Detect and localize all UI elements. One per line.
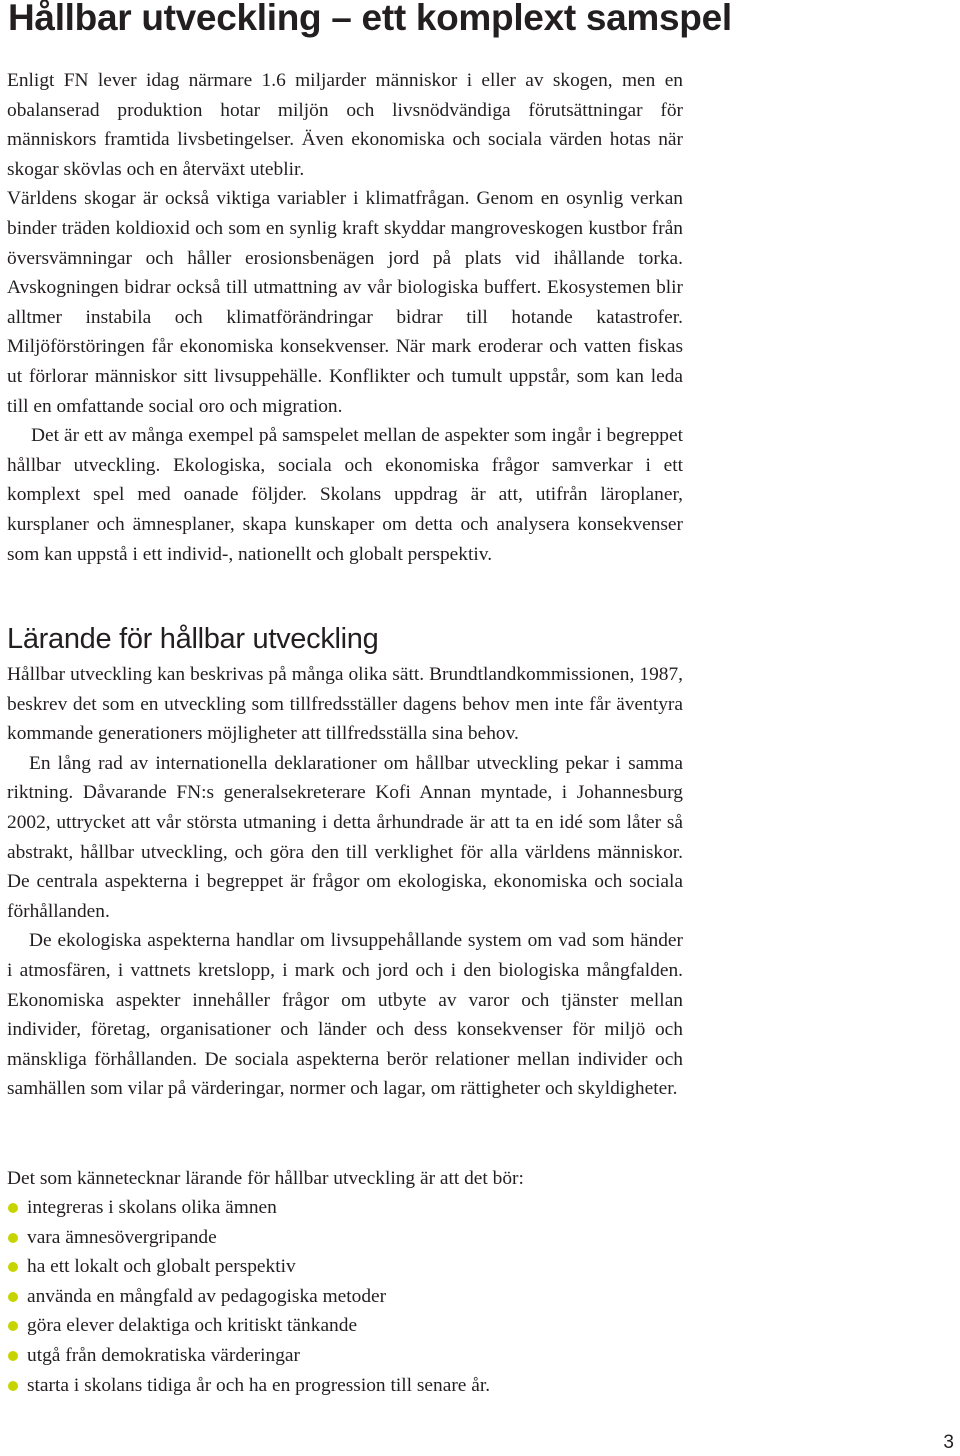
intro-paragraph-1: Enligt FN lever idag närmare 1.6 miljarder människor i eller av skogen, men en obalanserad produktion hotar miljön och livsnödvändiga förutsättningar för människors framtida livsbetingelser. Även ekonomiska och sociala värden hotas när skogar skövlas och en återväxt uteblir. [7, 70, 683, 180]
intro-paragraph-3: Det är ett av många exempel på samspelet mellan de aspekter som ingår i begreppet hållbar utveckling. Ekologiska, sociala och ekonomiska frågor samverkar i ett komplext spel med oanade följder. Skolans uppdrag är att, utifrån läroplaner, kursplaner och ämnesplaner, skapa kunskaper om detta och analysera konsekvenser som kan uppstå i ett individ-, nationellt och globalt perspektiv. [7, 425, 683, 565]
intro-text [7, 66, 683, 569]
bullet-icon [8, 1203, 18, 1213]
list-item: göra elever delaktiga och kritiskt tänkande [7, 1311, 490, 1341]
section-text [7, 660, 683, 1104]
section-paragraph-3: De ekologiska aspekterna handlar om livsuppehållande system om vad som händer i atmosfären, i vattnets kretslopp, i mark och jord och i den biologiska mångfalden. Ekonomiska aspekter innehåller frågor om utbyte av varor och tjänster mellan individer, företag, organisationer och länder och dess konsekvenser för miljö och mänskliga förhållanden. De sociala aspekterna berör relationer mellan individer och samhällen som vilar på värderingar, normer och lagar, om rättigheter och skyldigheter. [7, 930, 683, 1100]
bullet-icon [8, 1381, 18, 1391]
list-item: ha ett lokalt och globalt perspektiv [7, 1252, 490, 1282]
section-paragraph-2: En lång rad av internationella deklarationer om hållbar utveckling pekar i samma riktning. Dåvarande FN:s generalsekreterare Kofi Annan myntade, i Johannesburg 2002, uttrycket att vår största utmaning i detta århundrade är att ta en idé som låter så abstrakt, hållbar utveckling, och göra den till verklighet för alla världens människor. De centrala aspekterna i begreppet är frågor om ekologiska, ekonomiska och sociala förhållanden. [7, 752, 683, 922]
list-intro-text: Det som kännetecknar lärande för hållbar utveckling är att det bör: [7, 1168, 524, 1189]
list-item: vara ämnesövergripande [7, 1223, 490, 1253]
list-item: starta i skolans tidiga år och ha en progression till senare år. [7, 1371, 490, 1401]
bullet-list [7, 1193, 490, 1400]
bullet-icon [8, 1233, 18, 1243]
list-intro [7, 1164, 683, 1194]
list-item: använda en mångfald av pedagogiska metoder [7, 1282, 490, 1312]
section-paragraph-1: Hållbar utveckling kan beskrivas på många olika sätt. Brundtlandkommissionen, 1987, beskrev det som en utveckling som tillfredsställer dagens behov men inte får äventyra kommande generationers möjligheter att tillfredsställa sina behov. [7, 664, 683, 745]
list-item: utgå från demokratiska värderingar [7, 1341, 490, 1371]
section-heading: Lärande för hållbar utveckling [7, 623, 379, 655]
list-item: integreras i skolans olika ämnen [7, 1193, 490, 1223]
bullet-icon [8, 1292, 18, 1302]
intro-paragraph-2: Världens skogar är också viktiga variabler i klimatfrågan. Genom en osynlig verkan binder träden koldioxid och som en synlig kraft skyddar mangroveskogen kustbor från översvämningar och håller erosionsbenägen jord på plats vid ihållande torka. Avskogningen bidrar också till utmattning av vår biologiska buffert. Ekosystemen blir alltmer instabila och klimatförändringar bidrar till hotande katastrofer. Miljöförstöringen får ekonomiska konsekvenser. När mark eroderar och vatten fiskas ut förlorar människor sitt livsuppehälle. Konflikter och tumult uppstår, som kan leda till en omfattande social oro och migration. [7, 188, 683, 417]
bullet-icon [8, 1262, 18, 1272]
page-title: Hållbar utveckling – ett komplext samspel [8, 0, 732, 38]
page-number: 3 [943, 1432, 954, 1453]
bullet-icon [8, 1321, 18, 1331]
bullet-icon [8, 1351, 18, 1361]
